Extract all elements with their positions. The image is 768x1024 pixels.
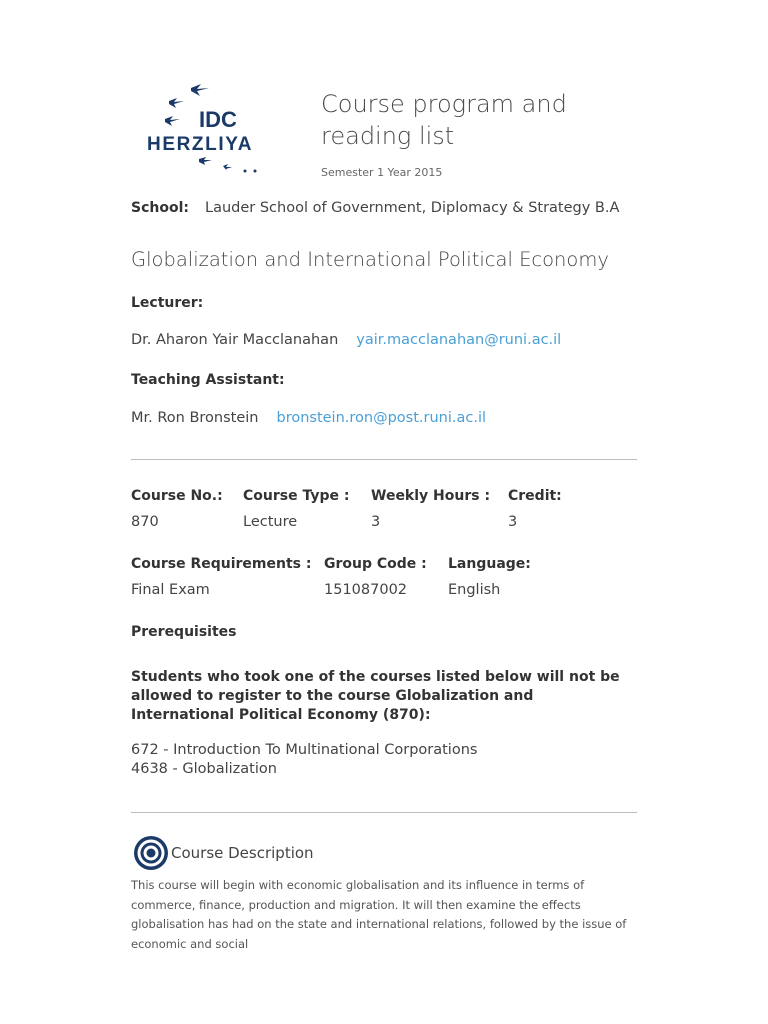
group-code-value: 151087002 <box>324 582 408 598</box>
course-type-value: Lecture <box>243 514 298 530</box>
lecturer-row <box>131 332 561 348</box>
bird-icon <box>165 116 180 126</box>
document-title: Course program and reading list <box>321 90 567 150</box>
assistant-name: Mr. Ron Bronstein <box>131 410 259 426</box>
language-value: English <box>448 582 501 598</box>
bird-icon <box>169 98 184 108</box>
divider <box>131 812 637 813</box>
lecturer-email-link[interactable]: yair.macclanahan@runi.ac.il <box>356 332 562 348</box>
target-icon <box>133 835 169 871</box>
assistant-label: Teaching Assistant: <box>131 372 285 388</box>
bird-icon <box>223 164 232 171</box>
idc-herzliya-logo <box>147 78 305 176</box>
course-requirements-label: Course Requirements : <box>131 556 312 572</box>
course-description-title: Course Description <box>171 844 314 862</box>
course-number-label: Course No.: <box>131 488 223 504</box>
course-type-label: Course Type : <box>243 488 350 504</box>
prerequisites-label: Prerequisites <box>131 624 237 640</box>
weekly-hours-cell <box>371 488 490 530</box>
language-cell <box>448 556 531 598</box>
course-number-cell <box>131 488 223 530</box>
bird-icon <box>191 84 209 96</box>
group-code-cell <box>324 556 427 598</box>
language-label: Language: <box>448 556 531 572</box>
logo-graphic <box>147 78 305 176</box>
group-code-label: Group Code : <box>324 556 427 572</box>
credit-value: 3 <box>508 514 518 530</box>
school-row <box>131 200 619 216</box>
school-label: School: <box>131 200 189 216</box>
header <box>321 88 621 179</box>
assistant-row <box>131 410 486 426</box>
course-type-cell <box>243 488 349 530</box>
lecturer-name: Dr. Aharon Yair Macclanahan <box>131 332 339 348</box>
logo-text-idc: IDC <box>199 107 237 132</box>
credit-cell <box>508 488 562 530</box>
weekly-hours-value: 3 <box>371 514 381 530</box>
prerequisites-notice: Students who took one of the courses listed below will not be allowed to register to the course Globalization and International Political Economy (870): <box>131 669 620 723</box>
assistant-email-link[interactable]: bronstein.ron@post.runi.ac.il <box>276 410 487 426</box>
logo-text-herzliya: HERZLIYA <box>147 134 254 155</box>
weekly-hours-label: Weekly Hours : <box>371 488 491 504</box>
lecturer-label: Lecturer: <box>131 295 204 311</box>
semester-label: Semester 1 Year 2015 <box>321 166 443 179</box>
list-item: 4638 - Globalization <box>131 761 277 777</box>
bird-icon <box>199 157 212 165</box>
course-description-heading <box>133 835 314 871</box>
divider <box>131 459 637 460</box>
course-number-value: 870 <box>131 514 159 530</box>
course-description-text: This course will begin with economic globalisation and its influence in terms of commerce, finance, production and migration. It will then examine the effects globalisation has had on the state and international relations, followed by the issue of economic and social <box>131 878 627 951</box>
course-requirements-cell <box>131 556 311 598</box>
credit-label: Credit: <box>508 488 562 504</box>
course-requirements-value: Final Exam <box>131 582 210 598</box>
prerequisite-course-list <box>131 741 477 779</box>
school-value: Lauder School of Government, Diplomacy & Strategy B.A <box>204 200 620 216</box>
list-item: 672 - Introduction To Multinational Corporations <box>131 742 478 758</box>
course-title: Globalization and International Political Economy <box>131 248 609 271</box>
dot-icon <box>254 170 257 173</box>
dot-icon <box>244 170 247 173</box>
